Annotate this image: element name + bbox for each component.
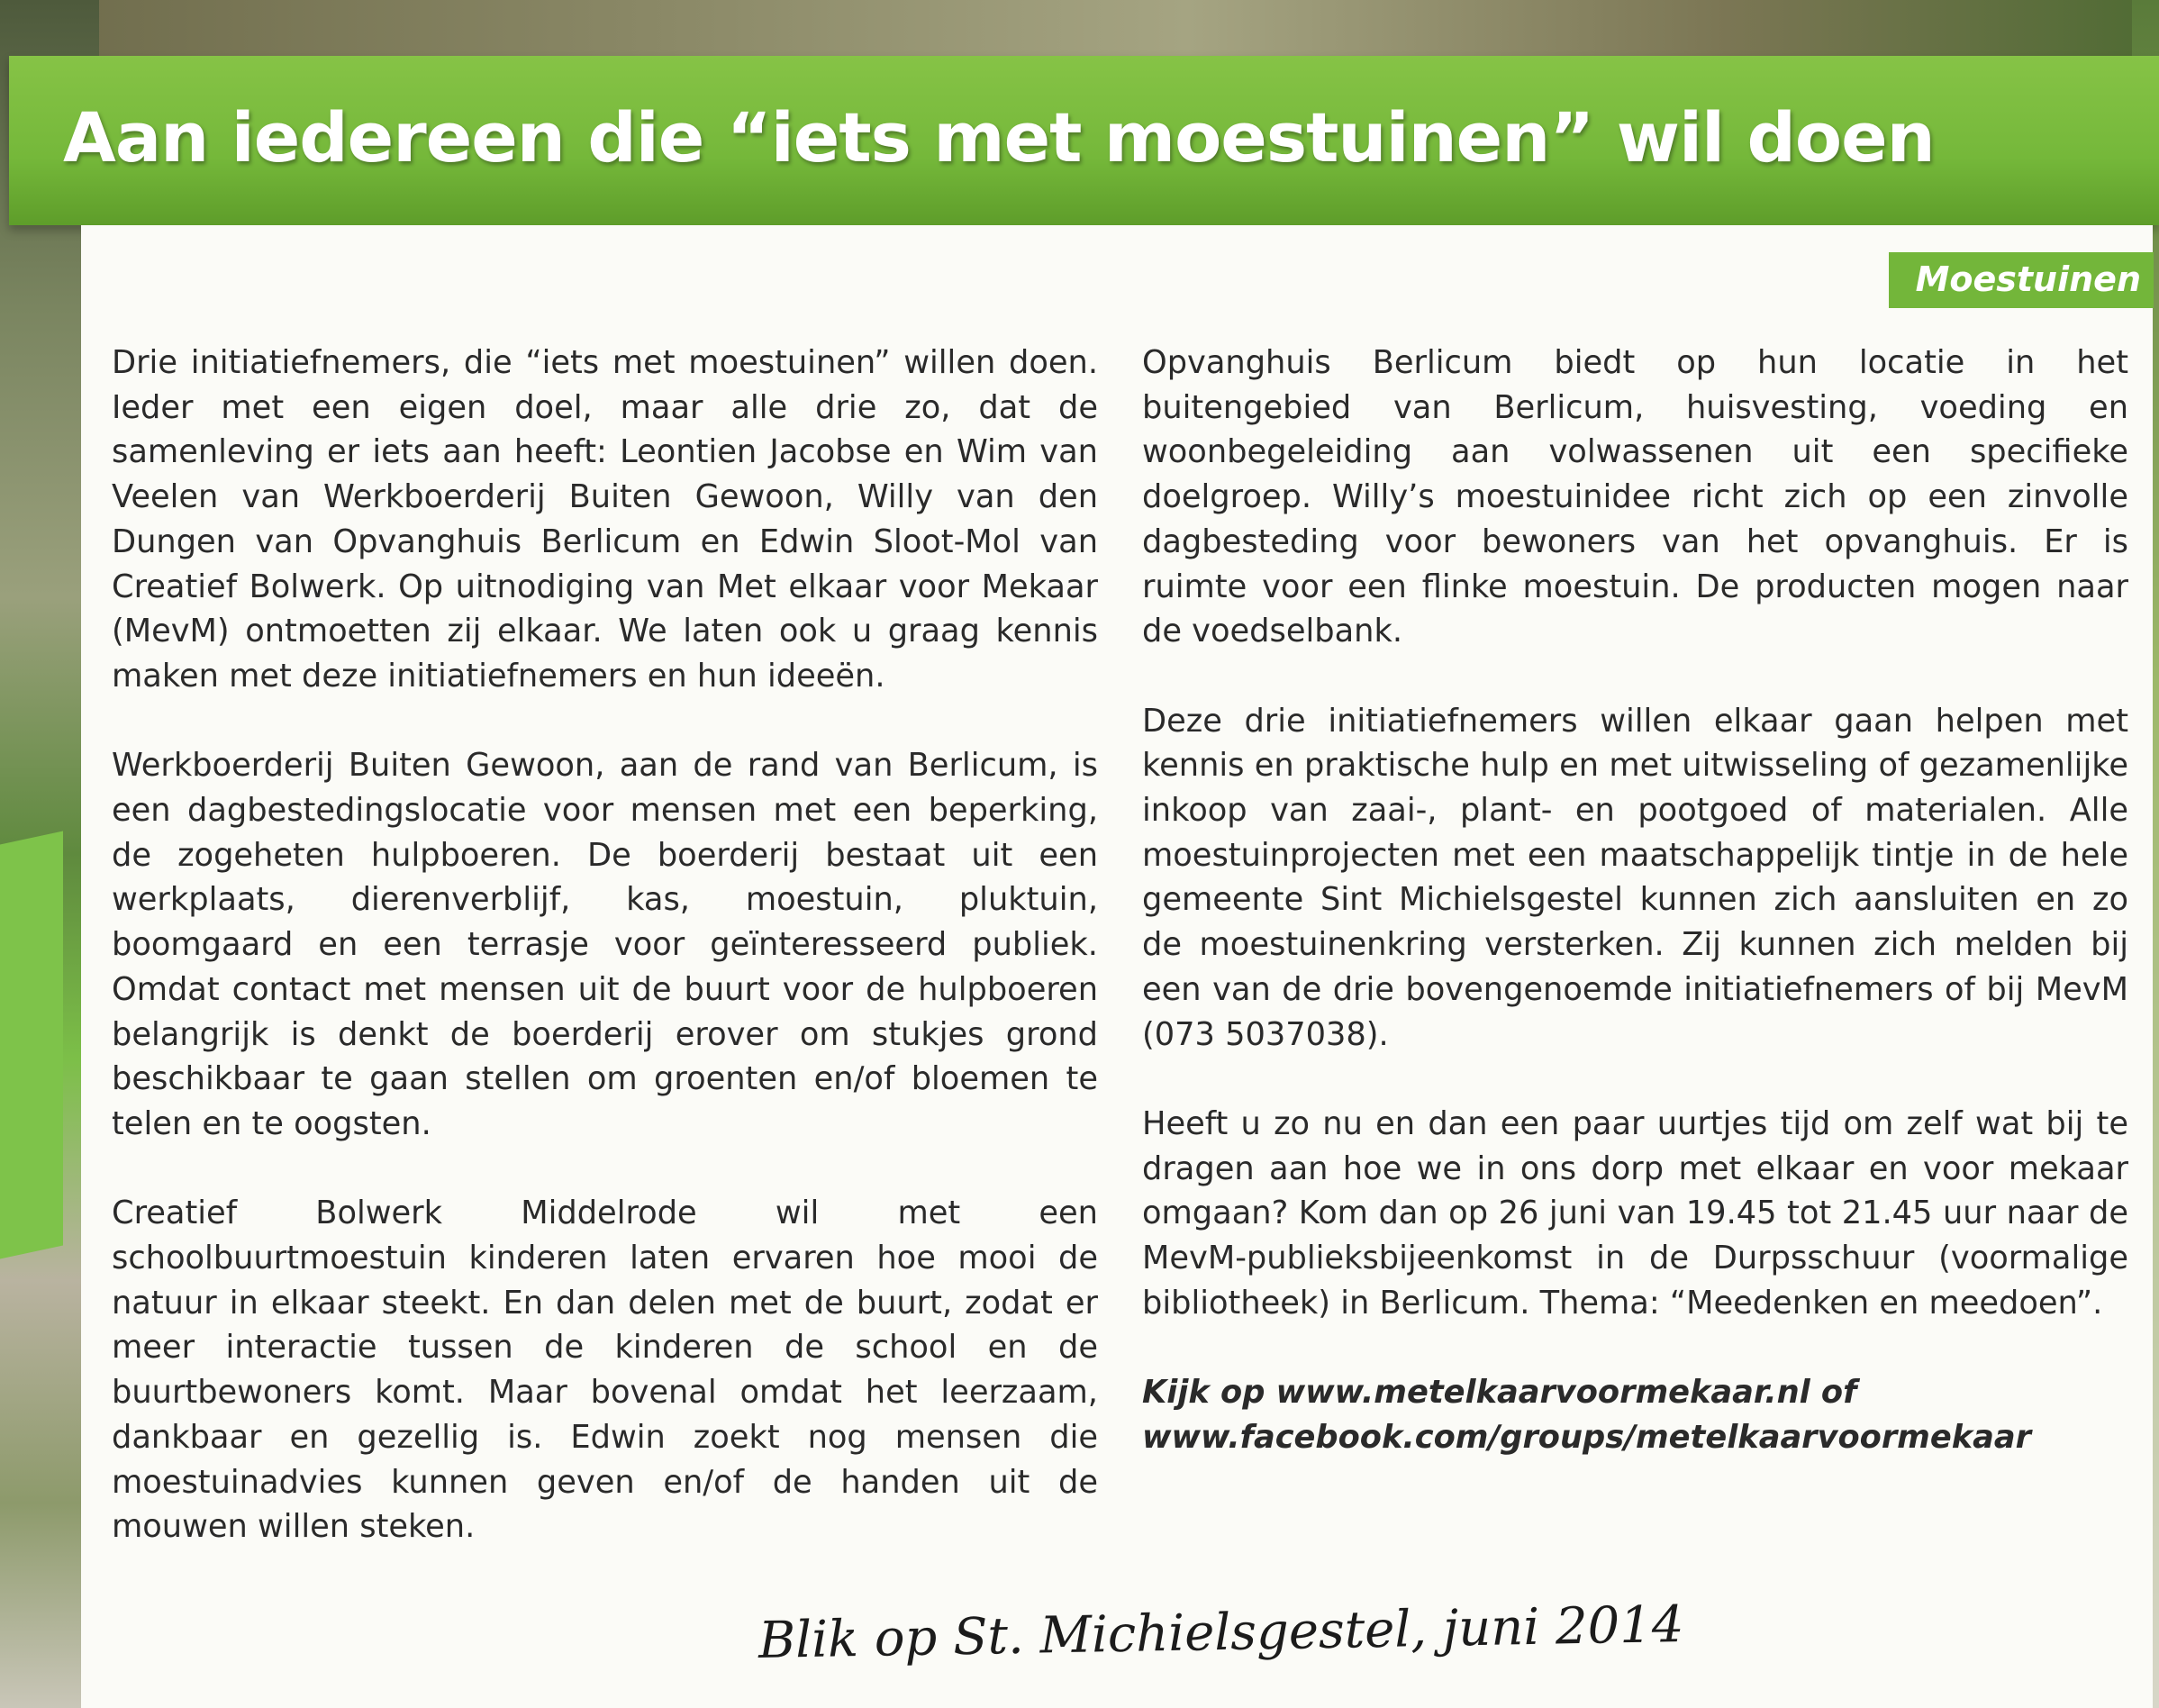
paragraph-intro: Drie initiatiefnemers, die “iets met moestuinen” willen doen. Ieder met een eigen doel, maar alle drie zo, dat de samenleving er iets aan heeft: Leontien Jacobse en Wim van Veelen van Werkboerderij Buiten Gewoon, Willy van den Dungen van Opvanghuis Berlicum en Edwin Sloot-Mol van Creatief Bolwerk. Op uitnodiging van Met elkaar voor Mekaar (MevM) ontmoetten zij elkaar. We laten ook u graag kennis maken met deze initiatiefnemers en hun ideeën. (112, 344, 1098, 695)
facebook-link[interactable]: www.facebook.com/groups/metelkaarvoormekaar (1142, 1418, 2031, 1456)
paragraph-samenwerking: Deze drie initiatiefnemers willen elkaar gaan helpen met kennis en praktische hulp en met uitwisseling of gezamenlijke inkoop van zaai-, plant- en pootgoed of materialen. Alle moestuinprojecten met een maatschappelijk tintje in de hele gemeente Sint Michielsgestel kunnen zich aansluiten en zo de moestuinenkring versterken. Zij kunnen zich melden bij een van de drie bovengenoemde initiatiefnemers of bij MevM (073 5037038). (1142, 702, 2128, 1053)
paragraph-opvanghuis: Opvanghuis Berlicum biedt op hun locatie in het buitengebied van Berlicum, huisvesting, voeding en woonbegeleiding aan volwassenen uit een specifieke doelgroep. Willy’s moestuinidee richt zich op een zinvolle dagbesteding voor bewoners van het opvanghuis. Er is ruimte voor een flinke moestuin. De producten mogen naar de voedselbank. (1142, 344, 2128, 650)
paragraph-creatief-bolwerk: Creatief Bolwerk Middelrode wil met een schoolbuurtmoestuin kinderen laten ervaren hoe mooi de natuur in elkaar steekt. En dan delen met de buurt, zodat er meer interactie tussen de kinderen de school en de buurtbewoners komt. Maar bovenal omdat het leerzaam, dankbaar en gezellig is. Edwin zoekt nog mensen die moestuinadvies kunnen geven en/of de handen uit de mouwen willen steken. (112, 1195, 1098, 1546)
article-column-left (112, 341, 1098, 1594)
background-sticker (0, 831, 63, 1259)
paragraph-bijeenkomst: Heeft u zo nu en dan een paar uurtjes tijd om zelf wat bij te dragen aan hoe we in ons dorp met elkaar en voor mekaar omgaan? Kom dan op 26 juni van 19.45 tot 21.45 uur naar de MevM-publieksbijeenkomst in de Durpsschuur (voormalige bibliotheek) in Berlicum. Thema: “Meedenken en meedoen”. (1142, 1104, 2128, 1322)
section-tag: Moestuinen (1889, 252, 2154, 308)
paragraph-werkboerderij: Werkboerderij Buiten Gewoon, aan de rand van Berlicum, is een dagbestedingslocatie voor mensen met een beperking, de zogeheten hulpboeren. De boerderij bestaat uit een werkplaats, dierenverblijf, kas, moestuin, pluktuin, boomgaard en een terrasje voor geïnteresseerd publiek. Omdat contact met mensen uit de buurt voor de hulpboeren belangrijk is denkt de boerderij erover om stukjes grond beschikbaar te gaan stellen om groenten en/of bloemen te telen en te oogsten. (112, 747, 1098, 1142)
links-paragraph (1142, 1370, 2128, 1459)
article-title: Aan iedereen die “iets met moestuinen” wil doen (63, 97, 1935, 177)
article-column-right (1142, 341, 2128, 1504)
handwritten-source-note: Blik op St. Michielsgestel, juni 2014 (757, 1595, 1685, 1670)
website-link[interactable]: Kijk op www.metelkaarvoormekaar.nl of (1142, 1374, 1857, 1412)
